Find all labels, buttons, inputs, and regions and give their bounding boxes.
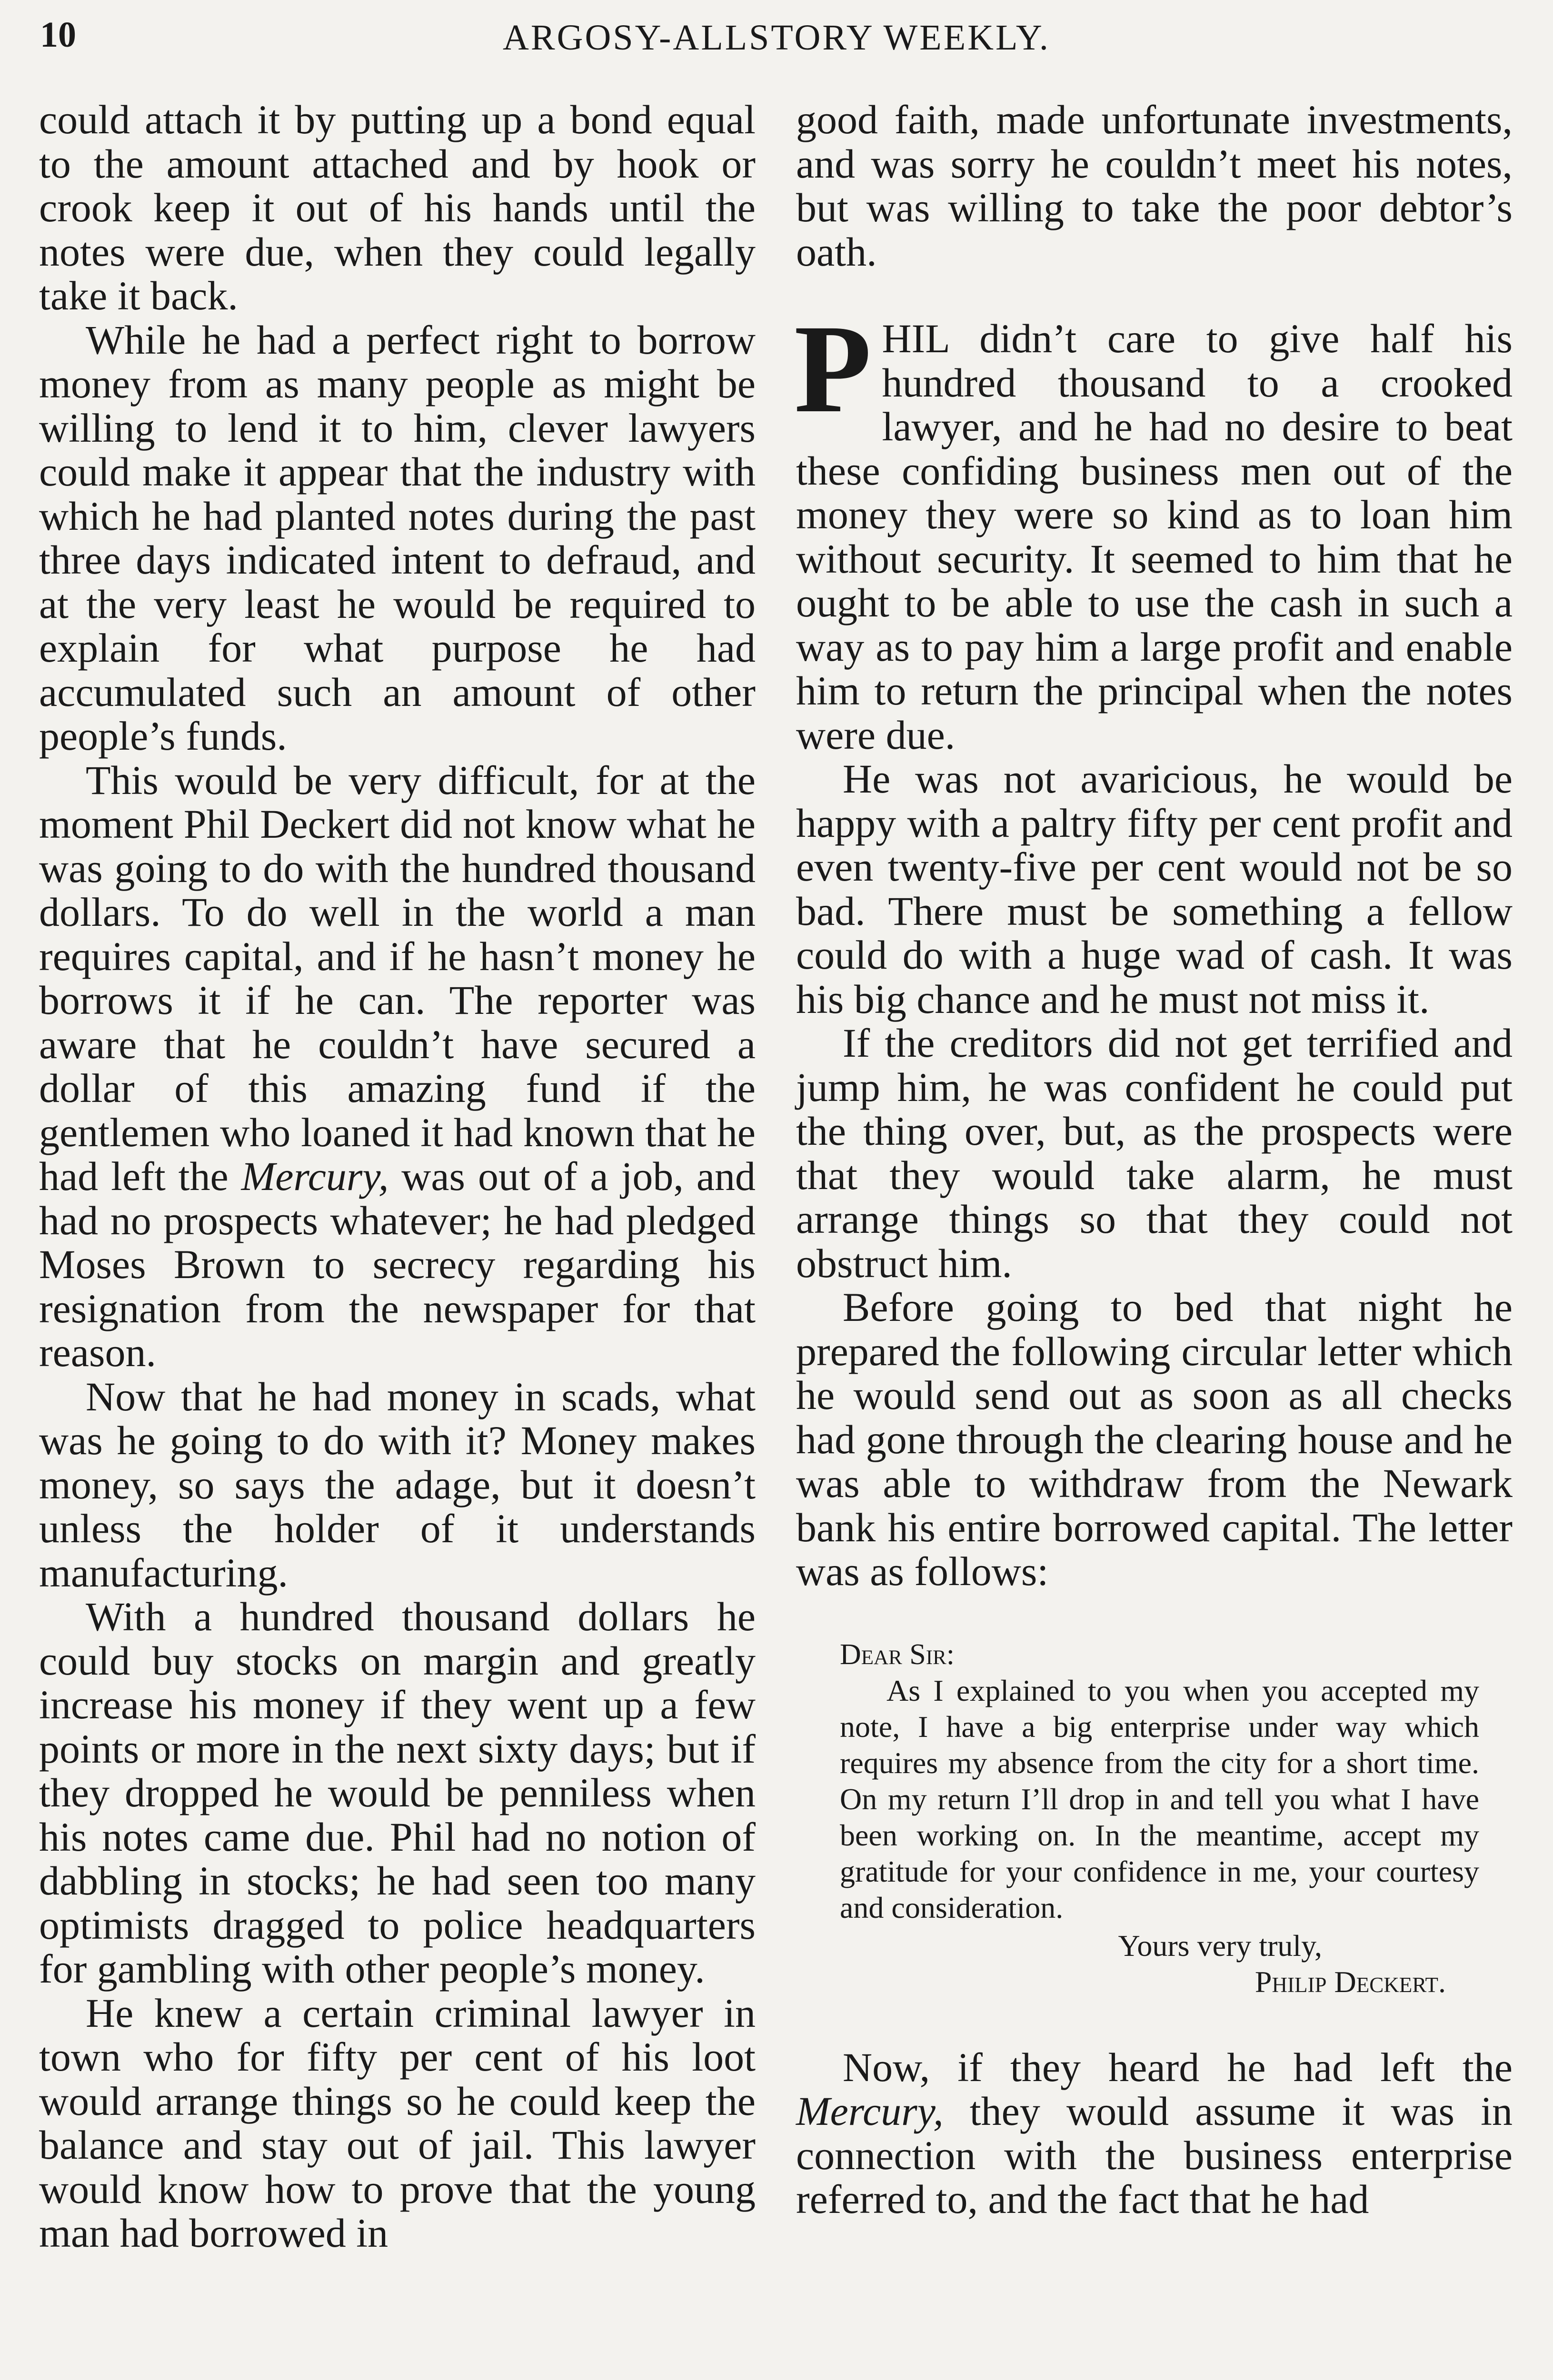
right-paragraph-2-text: HIL didn’t care to give half his hundred thousand to a crooked lawyer, and he had no desire to beat these confiding business men out of the money they were so kind as to loan him without security. It seemed to him that he ought to be able to use the cash in such a way as to pay him a large profit and enable him to return the principal when the notes were due. — [796, 316, 1513, 758]
right-paragraph-3: He was not avaricious, he would be happy with a paltry fifty per cent profit and even twenty-five per cent would not be so bad. There must be something a fellow could do with a huge wad of cash. It was his big chance and he must not miss it. — [796, 756, 1513, 1022]
page-header — [0, 0, 1553, 64]
mercury-italic-right: Mercury, — [796, 2088, 944, 2134]
mercury-italic-left: Mercury, — [241, 1153, 389, 1199]
left-paragraph-3-part-b: was out of a job, and had no prospects whatever; he had pledged Moses Brown to secrecy regarding his resignation from the newspaper for that reason. — [39, 1153, 756, 1375]
page-number: 10 — [40, 15, 76, 55]
right-paragraph-6 — [796, 2045, 1513, 2221]
left-paragraph-4: Now that he had money in scads, what was he going to do with it? Money makes money, so says the adage, but it doesn’t unless the holder of it understands manufacturing. — [39, 1373, 756, 1596]
right-column — [796, 98, 1513, 2221]
right-paragraph-4: If the creditors did not get terrified and jump him, he was confident he could put the thing over, but, as the prospects were that they would take alarm, he must arrange things so that they could not obstruct him. — [796, 1020, 1513, 1286]
letter-signature: Philip Deckert. — [1254, 1964, 1446, 1999]
right-paragraph-2 — [794, 298, 1513, 758]
left-paragraph-3 — [39, 758, 756, 1375]
letter-salutation: Dear Sir: — [840, 1638, 955, 1671]
left-paragraph-5: With a hundred thousand dollars he could buy stocks on margin and greatly increase his money if they went up a few points or more in the next sixty days; but if they dropped he would be penniless when his notes came due. Phil had no notion of dabbling in stocks; he had seen too many optimists dragged to police headquarters for gambling with other people’s money. — [39, 1594, 756, 1992]
left-paragraph-2: While he had a perfect right to borrow money from as many people as might be willing to lend it to him, clever lawyers could make it appear that the industry with which he had planted notes during the past three days indicated intent to defraud, and at the very least he would be required to explain for what purpose he had accumulated such an amount of other people’s funds. — [39, 317, 756, 759]
right-paragraph-1: good faith, made unfortunate investments, and was sorry he couldn’t meet his notes, but was willing to take the poor debtor’s oath. — [796, 97, 1513, 275]
running-title: ARGOSY-ALLSTORY WEEKLY. — [503, 18, 1050, 58]
left-paragraph-6: He knew a certain criminal lawyer in town who for fifty per cent of his loot would arrange things so he could keep the balance and stay out of jail. This lawyer would know how to prove that the young man had borrowed in — [39, 1990, 756, 2256]
drop-cap: P — [794, 298, 872, 439]
circular-letter — [840, 1636, 1479, 2000]
left-paragraph-3-part-a: This would be very difficult, for at the moment Phil Deckert did not know what he was going to do with the hundred thousand dollars. To do well in the world a man requires capital, and if he hasn’t money he borrows it if he can. The reporter was aware that he couldn’t have secured a dollar of this amazing fund if the gentlemen who loaned it had known that he had left the — [39, 757, 756, 1199]
letter-closing: Yours very truly, — [1118, 1928, 1322, 1963]
left-column — [39, 98, 756, 2255]
letter-body: As I explained to you when you accepted my note, I have a big enterprise under way which requires my absence from the city for a short time. On my return I’ll drop in and tell you what I have been working on. In the meantime, accept my gratitude for your confidence in me, your courtesy and consideration. — [840, 1673, 1479, 1924]
right-paragraph-6-part-a: Now, if they heard he had left the — [843, 2044, 1513, 2090]
right-paragraph-6-part-b: they would assume it was in connection with the business enterprise referred to, and the fact that he had — [796, 2088, 1513, 2222]
right-paragraph-5: Before going to bed that night he prepared the following circular letter which he would send out as soon as all checks had gone through the clearing house and he was able to withdraw from the Newark bank his entire borrowed capital. The letter was as follows: — [796, 1284, 1513, 1594]
left-paragraph-1: could attach it by putting up a bond equal to the amount attached and by hook or crook keep it out of his hands until the notes were due, when they could legally take it back. — [39, 97, 756, 318]
